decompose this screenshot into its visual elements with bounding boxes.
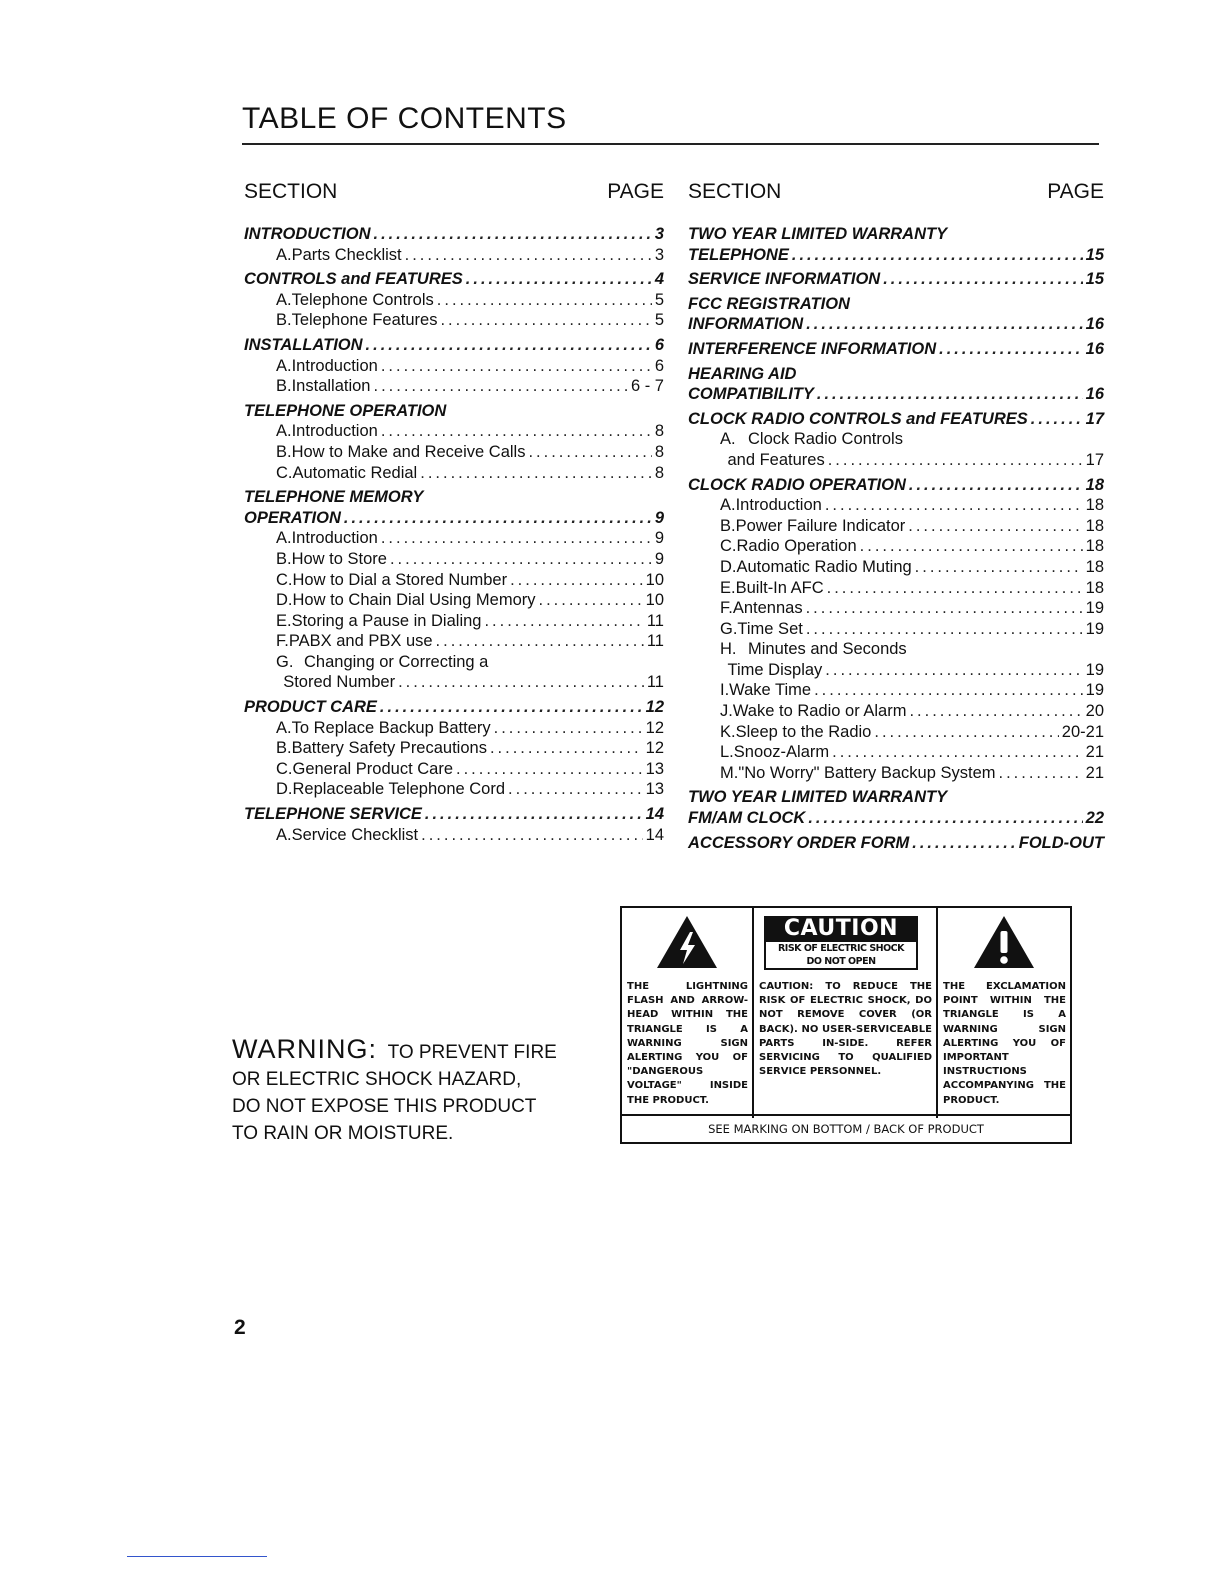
toc-title: Time Set xyxy=(737,619,803,638)
toc-page-number: 5 xyxy=(654,311,664,330)
toc-title: Installation xyxy=(291,377,371,396)
toc-page-number: 6 - 7 xyxy=(630,377,664,396)
dot-leader xyxy=(908,516,1082,537)
toc-title: Introduction xyxy=(291,529,378,548)
toc-title: Telephone Controls xyxy=(291,290,434,309)
dot-leader xyxy=(792,245,1083,266)
toc-subsection-line xyxy=(244,631,664,652)
toc-subsection-line xyxy=(244,290,664,311)
toc-title: How to Dial a Stored Number xyxy=(292,570,508,589)
dot-leader xyxy=(381,421,652,442)
toc-page-number: 21 xyxy=(1085,763,1104,782)
subsection-letter: C. xyxy=(276,570,293,589)
toc-page-number: 9 xyxy=(654,529,664,548)
toc-page-number: 18 xyxy=(1085,516,1104,535)
subsection-letter: A. xyxy=(276,529,292,548)
dot-leader xyxy=(494,718,643,739)
toc-page-number: 8 xyxy=(654,442,664,461)
subsection-letter: D. xyxy=(276,591,293,610)
toc-page-number: 8 xyxy=(654,422,664,441)
dot-leader xyxy=(817,384,1083,405)
caution-badge-line: RISK OF ELECTRIC SHOCK xyxy=(777,943,905,954)
toc-page-number: 11 xyxy=(646,632,664,651)
dot-leader xyxy=(390,549,652,570)
dot-leader xyxy=(912,833,1016,854)
toc-subsection-line xyxy=(244,590,664,611)
toc-page-number: 19 xyxy=(1085,660,1104,679)
page-title: TABLE OF CONTENTS xyxy=(242,102,567,135)
dot-leader xyxy=(508,779,643,800)
toc-subsection-line xyxy=(244,549,664,570)
subsection-letter: A. xyxy=(276,290,292,309)
toc-subsection-line xyxy=(244,611,664,632)
caution-badge-line: DO NOT OPEN xyxy=(806,956,876,967)
dot-leader xyxy=(806,598,1083,619)
toc-title: TWO YEAR LIMITED WARRANTY xyxy=(688,225,948,243)
caution-middle-text: CAUTION: TO REDUCE THE RISK OF ELECTRIC SHOCK, DO NOT REMOVE COVER (OR BACK). NO USER-SERVICEABLE PARTS IN-SIDE. REFER SERVICING TO QUALIFIED SERVICE PERSONNEL. xyxy=(759,981,932,1078)
toc-entry xyxy=(688,833,1104,854)
subsection-letter: A. xyxy=(276,718,292,737)
toc-title: General Product Care xyxy=(292,759,453,778)
toc-section-line xyxy=(688,364,1104,385)
toc-subsection-line xyxy=(688,578,1104,599)
toc-subsection-line xyxy=(688,701,1104,722)
lightning-warning-icon xyxy=(655,914,719,970)
toc-page-number: 21 xyxy=(1085,743,1104,762)
toc-page-number: 3 xyxy=(654,245,664,264)
dot-leader xyxy=(825,660,1082,681)
toc-page-number: 17 xyxy=(1085,450,1104,469)
toc-section-line xyxy=(688,833,1104,854)
subsection-letter: B. xyxy=(720,516,736,535)
dot-leader xyxy=(437,290,652,311)
toc-section-line xyxy=(244,224,664,245)
subsection-letter: A. xyxy=(276,825,292,844)
toc-title: Introduction xyxy=(735,496,822,515)
toc-section-line xyxy=(244,697,664,718)
toc-subsection-line xyxy=(244,652,664,673)
toc-subsection-line xyxy=(688,639,1104,660)
toc-title: Wake to Radio or Alarm xyxy=(732,702,907,721)
subsection-letter: A. xyxy=(276,245,292,264)
exclamation-warning-icon xyxy=(972,914,1036,970)
dot-leader xyxy=(344,508,652,529)
toc-subsection-line xyxy=(688,429,1104,450)
toc-subsection-line xyxy=(244,421,664,442)
page-header: PAGE xyxy=(1047,180,1104,203)
toc-title: Wake Time xyxy=(729,681,812,700)
dot-leader xyxy=(806,314,1082,335)
toc-title: Sleep to the Radio xyxy=(735,722,872,741)
subsection-letter: F. xyxy=(276,632,289,651)
subsection-letter: B. xyxy=(276,377,292,396)
subsection-letter: K. xyxy=(720,722,736,741)
toc-page-number: 18 xyxy=(1085,537,1104,556)
toc-page-number: 15 xyxy=(1085,270,1104,289)
toc-title: Built-In AFC xyxy=(735,578,824,597)
toc-section-line xyxy=(688,269,1104,290)
page-header: PAGE xyxy=(607,180,664,203)
toc-page-number: 11 xyxy=(646,611,664,630)
toc-page-number: 18 xyxy=(1085,578,1104,597)
toc-section-line xyxy=(244,335,664,356)
toc-page-number: 13 xyxy=(645,759,664,778)
toc-title: TELEPHONE SERVICE xyxy=(244,805,422,824)
subsection-letter: G. xyxy=(276,652,294,671)
toc-title: Battery Safety Precautions xyxy=(291,739,487,758)
toc-title: Minutes and Seconds xyxy=(748,640,907,659)
toc-entries xyxy=(244,224,664,845)
subsection-letter: D. xyxy=(720,557,737,576)
caution-left-text: THE LIGHTNING FLASH AND ARROW-HEAD WITHIN THE TRIANGLE IS A WARNING SIGN ALERTING YOU OF "DANGEROUS VOLTAGE" INSIDE THE PRODUCT. xyxy=(627,981,748,1106)
toc-title: INFORMATION xyxy=(688,315,804,334)
toc-entry xyxy=(688,269,1104,290)
toc-title: Automatic Radio Muting xyxy=(736,557,912,576)
toc-section-line xyxy=(244,401,664,422)
toc-title: Stored Number xyxy=(283,673,396,692)
dot-leader xyxy=(440,310,651,331)
dot-leader xyxy=(808,808,1082,829)
toc-page-number: 19 xyxy=(1085,619,1104,638)
toc-title: SERVICE INFORMATION xyxy=(688,270,881,289)
toc-title: Power Failure Indicator xyxy=(735,516,906,535)
subsection-letter: L. xyxy=(720,743,734,762)
toc-entries xyxy=(688,224,1104,853)
toc-title: INSTALLATION xyxy=(244,335,363,354)
toc-subsection-line xyxy=(244,376,664,397)
dot-leader xyxy=(883,269,1082,290)
dot-leader xyxy=(380,697,643,718)
subsection-letter: A. xyxy=(276,356,292,375)
toc-page-number: 5 xyxy=(654,290,664,309)
warning-notice xyxy=(232,1036,612,1147)
toc-title: Clock Radio Controls xyxy=(748,430,903,449)
toc-subsection-line xyxy=(688,722,1104,743)
subsection-letter: B. xyxy=(276,442,292,461)
toc-title: ACCESSORY ORDER FORM xyxy=(688,833,910,852)
dot-leader xyxy=(421,825,643,846)
toc-page-number: 18 xyxy=(1085,557,1104,576)
subsection-letter: F. xyxy=(720,599,733,618)
toc-page-number: 13 xyxy=(645,780,664,799)
dot-leader xyxy=(381,528,652,549)
toc-subsection-line xyxy=(244,245,664,266)
toc-subsection-line xyxy=(244,672,664,693)
toc-title: How to Store xyxy=(291,549,387,568)
toc-title: Replaceable Telephone Cord xyxy=(292,780,506,799)
toc-entry xyxy=(688,787,1104,828)
caution-right-cell xyxy=(938,908,1070,1118)
dot-leader xyxy=(510,570,643,591)
toc-page-number: 16 xyxy=(1085,385,1104,404)
dot-leader xyxy=(539,590,643,611)
toc-section-line xyxy=(688,384,1104,405)
subsection-letter: D. xyxy=(276,780,293,799)
toc-subsection-line xyxy=(244,738,664,759)
toc-page-number: 16 xyxy=(1085,315,1104,334)
toc-entry xyxy=(688,294,1104,335)
toc-page-number: 4 xyxy=(654,270,664,289)
toc-entry xyxy=(244,401,664,483)
toc-section-line xyxy=(244,804,664,825)
toc-subsection-line xyxy=(244,718,664,739)
toc-title: PABX and PBX use xyxy=(288,632,433,651)
toc-page-number: 6 xyxy=(654,335,664,354)
dot-leader xyxy=(373,376,627,397)
toc-title: Antennas xyxy=(732,599,803,618)
dot-leader xyxy=(374,224,652,245)
caution-left-cell xyxy=(622,908,754,1118)
subsection-letter: B. xyxy=(276,311,292,330)
dot-leader xyxy=(528,442,651,463)
dot-leader xyxy=(827,578,1083,599)
toc-subsection-line xyxy=(244,442,664,463)
caution-badge xyxy=(764,916,918,970)
toc-title: Telephone Features xyxy=(291,311,438,330)
toc-subsection-line xyxy=(688,742,1104,763)
warning-line: OR ELECTRIC SHOCK HAZARD, xyxy=(232,1069,522,1090)
dot-leader xyxy=(999,763,1083,784)
subsection-letter: A. xyxy=(720,430,736,449)
toc-subsection-line xyxy=(688,516,1104,537)
column-header xyxy=(688,180,1104,206)
toc-title: Snooz-Alarm xyxy=(733,743,830,762)
dot-leader xyxy=(381,356,652,377)
toc-page-number: 14 xyxy=(645,805,664,824)
dot-leader xyxy=(909,701,1082,722)
section-header: SECTION xyxy=(244,180,338,203)
dot-leader xyxy=(456,759,643,780)
toc-entry xyxy=(244,335,664,397)
toc-page-number: 20 xyxy=(1085,702,1104,721)
dot-leader xyxy=(939,339,1083,360)
subsection-letter: E. xyxy=(720,578,736,597)
toc-title: Storing a Pause in Dialing xyxy=(291,611,482,630)
caution-badge-title: CAUTION xyxy=(764,916,918,942)
toc-section-line xyxy=(244,487,664,508)
subsection-letter: M. xyxy=(720,763,739,782)
caution-middle-cell xyxy=(754,908,938,1118)
toc-entry xyxy=(688,475,1104,784)
toc-entry xyxy=(244,804,664,845)
toc-entry xyxy=(688,224,1104,265)
toc-page-number: 12 xyxy=(645,739,664,758)
toc-subsection-line xyxy=(244,779,664,800)
caution-label xyxy=(620,906,1072,1144)
toc-title: To Replace Backup Battery xyxy=(291,718,491,737)
toc-section-line xyxy=(688,808,1104,829)
dot-leader xyxy=(915,557,1083,578)
toc-subsection-line xyxy=(688,598,1104,619)
toc-page-number: 6 xyxy=(654,356,664,375)
toc-title: INTERFERENCE INFORMATION xyxy=(688,339,937,358)
toc-subsection-line xyxy=(244,759,664,780)
toc-title: COMPATIBILITY xyxy=(688,385,814,404)
toc-entry xyxy=(244,697,664,800)
scan-artifact-line xyxy=(127,1556,267,1557)
toc-title: How to Chain Dial Using Memory xyxy=(292,591,536,610)
toc-title: and Features xyxy=(727,450,825,469)
toc-subsection-line xyxy=(244,356,664,377)
dot-leader xyxy=(874,722,1058,743)
dot-leader xyxy=(806,619,1083,640)
dot-leader xyxy=(466,269,652,290)
toc-subsection-line xyxy=(688,660,1104,681)
toc-subsection-line xyxy=(688,450,1104,471)
toc-page-number: 9 xyxy=(654,508,664,527)
toc-section-line xyxy=(688,224,1104,245)
toc-section-line xyxy=(244,508,664,529)
toc-page-number: 15 xyxy=(1085,245,1104,264)
dot-leader xyxy=(405,245,652,266)
toc-title: TELEPHONE xyxy=(688,245,789,264)
dot-leader xyxy=(490,738,643,759)
subsection-letter: J. xyxy=(720,702,733,721)
toc-section-line xyxy=(688,787,1104,808)
subsection-letter: C. xyxy=(276,463,293,482)
dot-leader xyxy=(860,536,1083,557)
toc-subsection-line xyxy=(244,570,664,591)
toc-title: TWO YEAR LIMITED WARRANTY xyxy=(688,788,948,807)
toc-subsection-line xyxy=(244,463,664,484)
toc-section-line xyxy=(688,339,1104,360)
toc-page-number: 20-21 xyxy=(1061,722,1104,741)
toc-subsection-line xyxy=(688,495,1104,516)
toc-page-number: 19 xyxy=(1085,681,1104,700)
toc-subsection-line xyxy=(244,528,664,549)
subsection-letter: G. xyxy=(720,619,738,638)
caution-footer: SEE MARKING ON BOTTOM / BACK OF PRODUCT xyxy=(622,1114,1070,1142)
toc-title: FM/AM CLOCK xyxy=(688,809,806,828)
title-rule xyxy=(242,143,1099,145)
subsection-letter: A. xyxy=(276,422,292,441)
subsection-letter: C. xyxy=(720,537,737,556)
dot-leader xyxy=(366,335,652,356)
toc-title: PRODUCT CARE xyxy=(244,698,377,717)
toc-title: HEARING AID xyxy=(688,364,797,383)
subsection-letter: B. xyxy=(276,739,292,758)
toc-title: CLOCK RADIO OPERATION xyxy=(688,475,906,494)
toc-section-line xyxy=(688,409,1104,430)
warning-line: TO PREVENT FIRE xyxy=(387,1042,557,1063)
toc-title: "No Worry" Battery Backup System xyxy=(738,763,996,782)
toc-page-number: 9 xyxy=(654,549,664,568)
section-header: SECTION xyxy=(688,180,782,203)
toc-entry xyxy=(244,487,664,693)
toc-section-line xyxy=(688,314,1104,335)
warning-line: DO NOT EXPOSE THIS PRODUCT xyxy=(232,1096,537,1117)
subsection-letter: B. xyxy=(276,549,292,568)
toc-title: Service Checklist xyxy=(291,825,419,844)
toc-page-number: 3 xyxy=(654,225,664,243)
caution-right-text: THE EXCLAMATION POINT WITHIN THE TRIANGLE IS A WARNING SIGN ALERTING YOU OF IMPORTANT INSTRUCTIONS ACCOMPANYING THE PRODUCT. xyxy=(943,981,1066,1106)
warning-line: TO RAIN OR MOISTURE. xyxy=(232,1123,454,1144)
toc-page-number: 12 xyxy=(645,718,664,737)
toc-page-number: 14 xyxy=(645,825,664,844)
warning-lead: WARNING: xyxy=(232,1034,377,1064)
toc-entry xyxy=(688,364,1104,405)
toc-section-line xyxy=(688,245,1104,266)
toc-page-number: 16 xyxy=(1085,339,1104,358)
toc-subsection-line xyxy=(688,763,1104,784)
toc-section-line xyxy=(688,294,1104,315)
toc-column-left xyxy=(244,180,664,845)
toc-page-number: FOLD-OUT xyxy=(1018,833,1104,852)
toc-subsection-line xyxy=(244,310,664,331)
subsection-letter: E. xyxy=(276,611,292,630)
subsection-letter: A. xyxy=(720,496,736,515)
subsection-letter: I. xyxy=(720,681,730,700)
toc-title: OPERATION xyxy=(244,508,341,527)
toc-page-number: 18 xyxy=(1085,496,1104,515)
toc-page-number: 10 xyxy=(645,570,664,589)
toc-subsection-line xyxy=(688,619,1104,640)
caution-badge-sub xyxy=(764,942,918,970)
subsection-letter: C. xyxy=(276,759,293,778)
dot-leader xyxy=(909,475,1083,496)
page-number: 2 xyxy=(234,1316,246,1339)
toc-section-line xyxy=(244,269,664,290)
toc-entry xyxy=(688,339,1104,360)
toc-page-number: 11 xyxy=(646,673,664,692)
toc-title: FCC REGISTRATION xyxy=(688,294,850,313)
toc-title: INTRODUCTION xyxy=(244,225,371,243)
toc-title: Introduction xyxy=(291,356,378,375)
toc-entry xyxy=(688,409,1104,471)
toc-title: Radio Operation xyxy=(736,537,857,556)
dot-leader xyxy=(398,672,644,693)
toc-subsection-line xyxy=(244,825,664,846)
toc-title: Time Display xyxy=(727,660,823,679)
toc-title: TELEPHONE MEMORY xyxy=(244,488,424,507)
dot-leader xyxy=(436,631,644,652)
toc-title: TELEPHONE OPERATION xyxy=(244,401,447,420)
toc-page-number: 8 xyxy=(654,463,664,482)
toc-page-number: 18 xyxy=(1085,475,1104,494)
toc-section-line xyxy=(688,475,1104,496)
toc-title: Changing or Correcting a xyxy=(304,652,489,671)
toc-title: How to Make and Receive Calls xyxy=(291,442,526,461)
toc-page-number: 19 xyxy=(1085,599,1104,618)
toc-title: Automatic Redial xyxy=(292,463,418,482)
toc-title: Introduction xyxy=(291,422,378,441)
toc-title: Parts Checklist xyxy=(291,245,402,264)
toc-title: CONTROLS and FEATURES xyxy=(244,270,463,289)
toc-page-number: 17 xyxy=(1085,409,1104,428)
toc-subsection-line xyxy=(688,557,1104,578)
dot-leader xyxy=(825,495,1083,516)
toc-page-number: 22 xyxy=(1085,809,1104,828)
subsection-letter: H. xyxy=(720,640,737,659)
dot-leader xyxy=(420,463,652,484)
dot-leader xyxy=(425,804,643,825)
toc-column-right xyxy=(688,180,1104,853)
dot-leader xyxy=(828,450,1083,471)
toc-title: CLOCK RADIO CONTROLS and FEATURES xyxy=(688,409,1028,428)
toc-entry xyxy=(244,224,664,265)
toc-subsection-line xyxy=(688,680,1104,701)
toc-page-number: 12 xyxy=(645,698,664,717)
dot-leader xyxy=(832,742,1083,763)
dot-leader xyxy=(484,611,643,632)
toc-entry xyxy=(244,269,664,331)
toc-subsection-line xyxy=(688,536,1104,557)
column-header xyxy=(244,180,664,206)
dot-leader xyxy=(1031,409,1083,430)
dot-leader xyxy=(814,680,1083,701)
toc-page-number: 10 xyxy=(645,591,664,610)
